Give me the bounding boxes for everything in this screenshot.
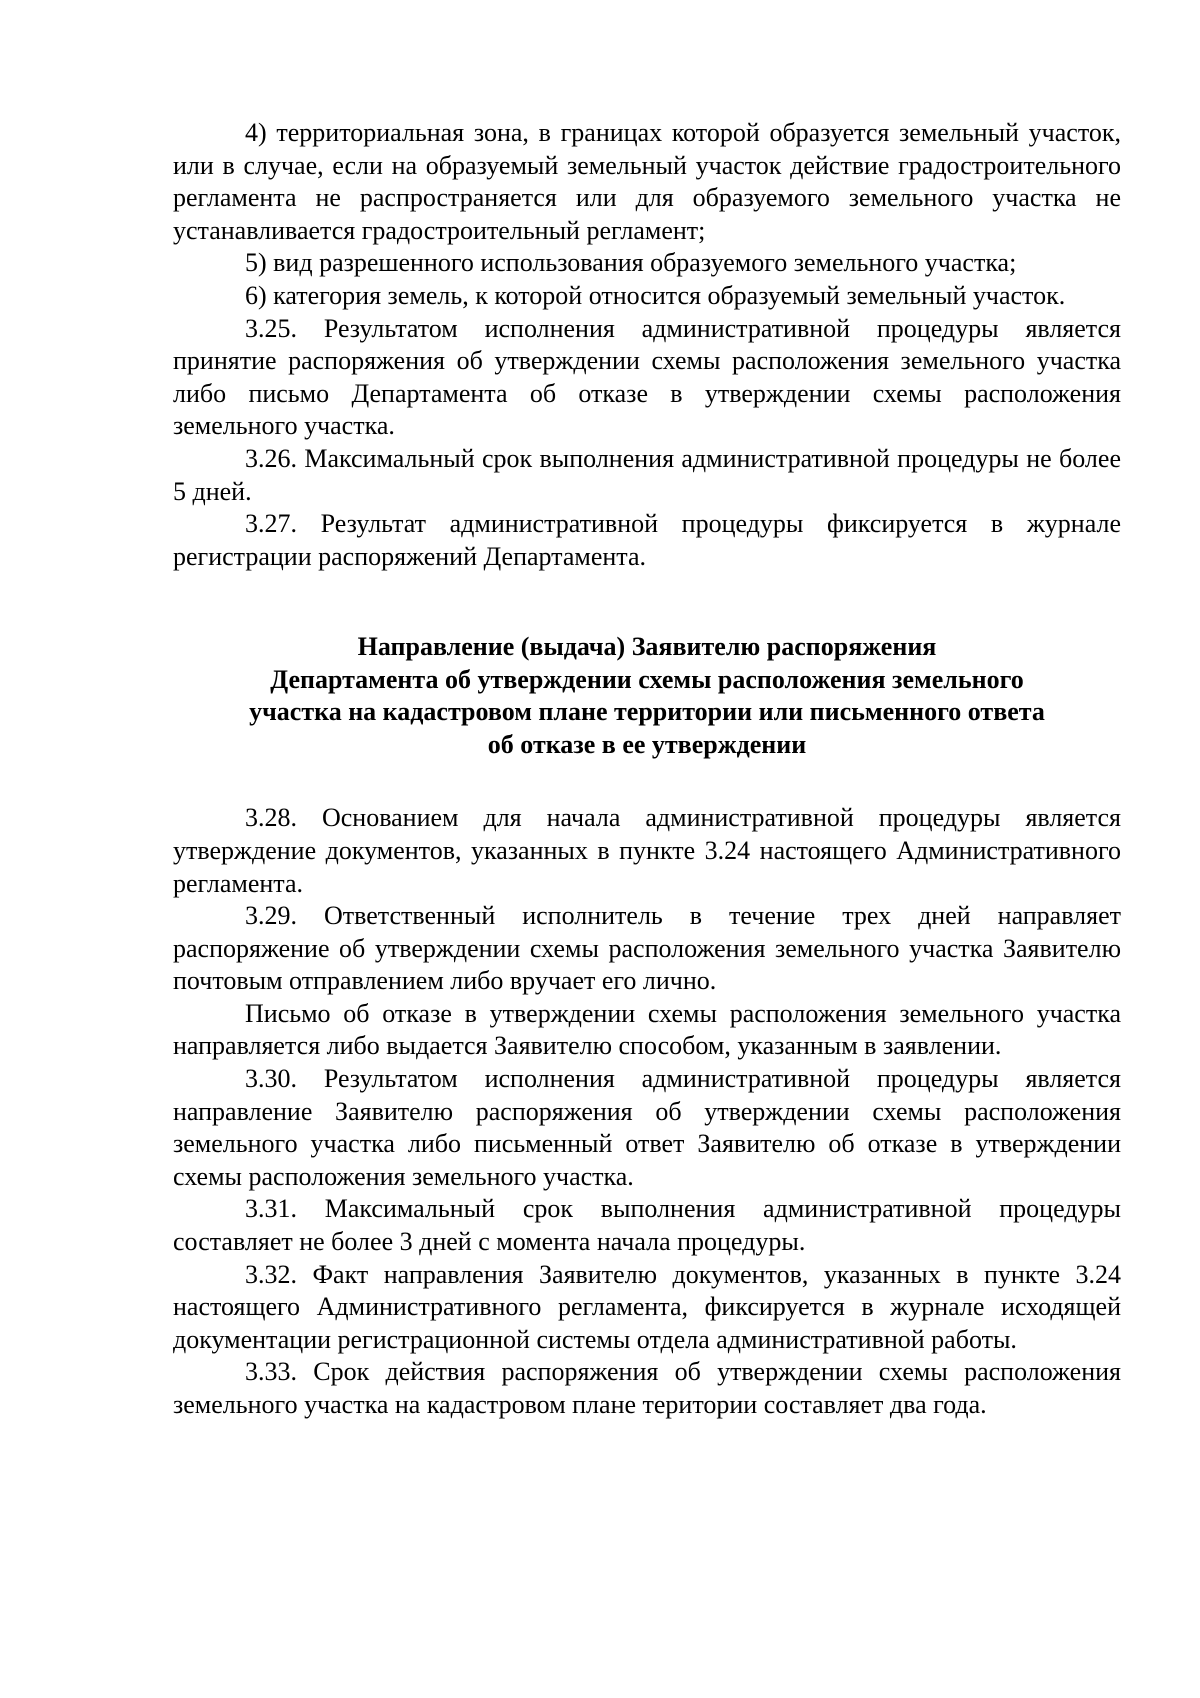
paragraph-3-27: 3.27. Результат административной процедуры фиксируется в журнале регистрации распоряжений Департамента. xyxy=(173,509,1121,571)
paragraph-3-29: 3.29. Ответственный исполнитель в течение трех дней направляет распоряжение об утверждении схемы расположения земельного участка Заявителю почтовым отправлением либо вручает его лично. xyxy=(173,901,1121,996)
paragraph-item-5: 5) вид разрешенного использования образуемого земельного участка; xyxy=(245,248,1017,278)
document-body xyxy=(173,117,1121,1422)
section-heading-line: об отказе в ее утверждении xyxy=(487,729,807,759)
section-heading-line: Департамента об утверждении схемы расположения земельного xyxy=(270,664,1024,694)
paragraph-3-32: 3.32. Факт направления Заявителю документов, указанных в пункте 3.24 настоящего Административного регламента, фиксируется в журнале исходящей документации регистрационной системы отдела административной работы. xyxy=(173,1259,1121,1354)
paragraph-3-25: 3.25. Результатом исполнения административной процедуры является принятие распоряжения об утверждении схемы расположения земельного участка либо письмо Департамента об отказе в утверждении схемы расположения земельного участка. xyxy=(173,313,1121,441)
paragraph-item-4: 4) территориальная зона, в границах которой образуется земельный участок, или в случае, если на образуемый земельный участок действие градостроительного регламента не распространяется или для образуемого земельного участка не устанавливается градостроительный регламент; xyxy=(173,118,1121,245)
paragraph-3-26: 3.26. Максимальный срок выполнения административной процедуры не более 5 дней. xyxy=(173,443,1121,506)
paragraph-item-6: 6) категория земель, к которой относится образуемый земельный участок. xyxy=(245,280,1066,310)
paragraph-3-30: 3.30. Результатом исполнения административной процедуры является направление Заявителю распоряжения об утверждении схемы расположения земельного участка либо письменный ответ Заявителю об отказе в утверждении схемы расположения земельного участка. xyxy=(173,1064,1121,1191)
paragraph-3-31: 3.31. Максимальный срок выполнения административной процедуры составляет не более 3 дней с момента начала процедуры. xyxy=(173,1194,1121,1257)
section-heading-line: Направление (выдача) Заявителю распоряжения xyxy=(357,632,937,662)
paragraph-3-28: 3.28. Основанием для начала административной процедуры является утверждение документов, указанных в пункте 3.24 настоящего Административного регламента. xyxy=(173,803,1121,898)
section-heading-line: участка на кадастровом плане территории или письменного ответа xyxy=(249,697,1045,727)
section-heading xyxy=(173,631,1121,761)
paragraph-3-33: 3.33. Срок действия распоряжения об утверждении схемы расположения земельного участка на кадастровом плане територии составляет два года. xyxy=(173,1357,1121,1419)
paragraph-refusal-letter: Письмо об отказе в утверждении схемы расположения земельного участка направляется либо выдается Заявителю способом, указанным в заявлении. xyxy=(173,998,1121,1061)
